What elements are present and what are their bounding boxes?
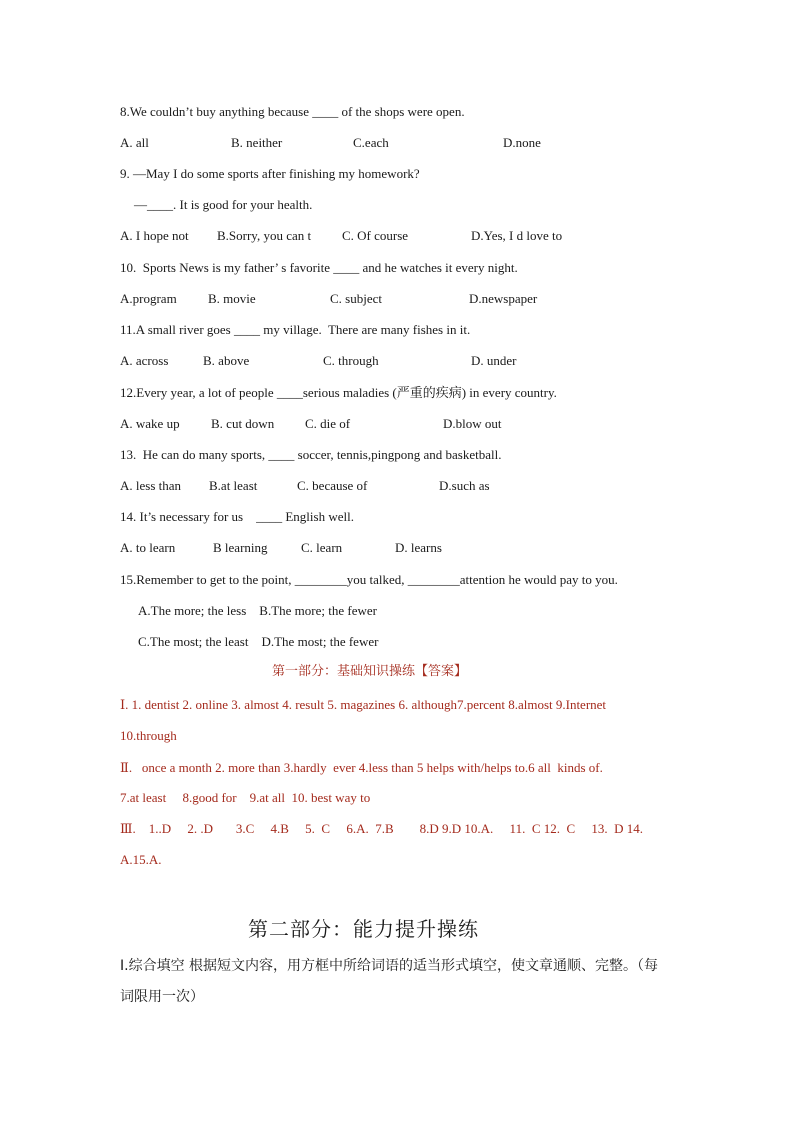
- q11-option-d: D. under: [471, 353, 517, 368]
- q12-option-d: D.blow out: [443, 416, 502, 431]
- question-8-stem: 8.We couldn’t buy anything because ____ of the shops were open.: [120, 104, 465, 119]
- question-9-reply: —____. It is good for your health.: [134, 197, 313, 212]
- question-11-stem: 11.A small river goes ____ my village. There are many fishes in it.: [120, 322, 471, 337]
- q8-option-b: B. neither: [231, 135, 283, 150]
- q12-option-b: B. cut down: [211, 416, 275, 431]
- q11-option-b: B. above: [203, 353, 250, 368]
- q10-option-b: B. movie: [208, 291, 256, 306]
- q11-option-c: C. through: [323, 353, 379, 368]
- q9-option-c: C. Of course: [342, 228, 409, 243]
- answers-part2-line2: 7.at least 8.good for 9.at all 10. best way to: [120, 790, 371, 805]
- section2-heading: 第二部分：能力提升操练: [248, 917, 479, 941]
- answers-part2-line1: Ⅱ. once a month 2. more than 3.hardly ever 4.less than 5 helps with/helps to.6 all kinds of.: [120, 760, 603, 775]
- q10-option-d: D.newspaper: [469, 291, 538, 306]
- q14-option-d: D. learns: [395, 540, 442, 555]
- section2-instruction-line1: Ⅰ.综合填空 根据短文内容，用方框中所给词语的适当形式填空，使文章通顺、完整。（每: [120, 958, 659, 974]
- q8-option-d: D.none: [503, 135, 541, 150]
- q8-option-c: C.each: [353, 135, 389, 150]
- q9-option-a: A. I hope not: [120, 228, 189, 243]
- q15-options-line-1: A.The more; the less B.The more; the fewer: [138, 603, 377, 618]
- answers-part1-line1: Ⅰ. 1. dentist 2. online 3. almost 4. result 5. magazines 6. although7.percent 8.almost 9.Internet: [120, 697, 607, 712]
- question-12-stem: 12.Every year, a lot of people ____serious maladies (严重的疾病) in every country.: [120, 385, 557, 400]
- answers-part1-line2: 10.through: [120, 728, 177, 743]
- q9-option-b: B.Sorry, you can t: [217, 228, 312, 243]
- question-10-stem: 10. Sports News is my father’ s favorite ____ and he watches it every night.: [120, 260, 518, 275]
- answers-part3-line1: Ⅲ. 1..D 2. .D 3.C 4.B 5. C 6.A. 7.B 8.D 9.D 10.A. 11. C 12. C 13. D 14.: [120, 821, 644, 836]
- q10-option-a: A.program: [120, 291, 177, 306]
- q14-option-b: B learning: [213, 540, 268, 555]
- question-9-stem: 9. —May I do some sports after finishing my homework?: [120, 166, 420, 181]
- q8-option-a: A. all: [120, 135, 149, 150]
- q14-option-a: A. to learn: [120, 540, 176, 555]
- q13-option-b: B.at least: [209, 478, 258, 493]
- answers-heading: 第一部分：基础知识操练【答案】: [272, 664, 468, 679]
- q14-option-c: C. learn: [301, 540, 343, 555]
- question-15-stem: 15.Remember to get to the point, ________you talked, ________attention he would pay to you.: [120, 572, 618, 587]
- q15-options-line-2: C.The most; the least D.The most; the fewer: [138, 634, 379, 649]
- q13-option-d: D.such as: [439, 478, 490, 493]
- answers-part3-line2: A.15.A.: [120, 852, 162, 867]
- question-13-stem: 13. He can do many sports, ____ soccer, tennis,pingpong and basketball.: [120, 447, 502, 462]
- q10-option-c: C. subject: [330, 291, 382, 306]
- section2-instruction-line2: 词限用一次）: [120, 989, 204, 1005]
- q13-option-c: C. because of: [297, 478, 368, 493]
- q13-option-a: A. less than: [120, 478, 182, 493]
- q12-option-c: C. die of: [305, 416, 351, 431]
- q11-option-a: A. across: [120, 353, 169, 368]
- q9-option-d: D.Yes, I d love to: [471, 228, 563, 243]
- question-14-stem: 14. It’s necessary for us ____ English well.: [120, 509, 354, 524]
- q12-option-a: A. wake up: [120, 416, 180, 431]
